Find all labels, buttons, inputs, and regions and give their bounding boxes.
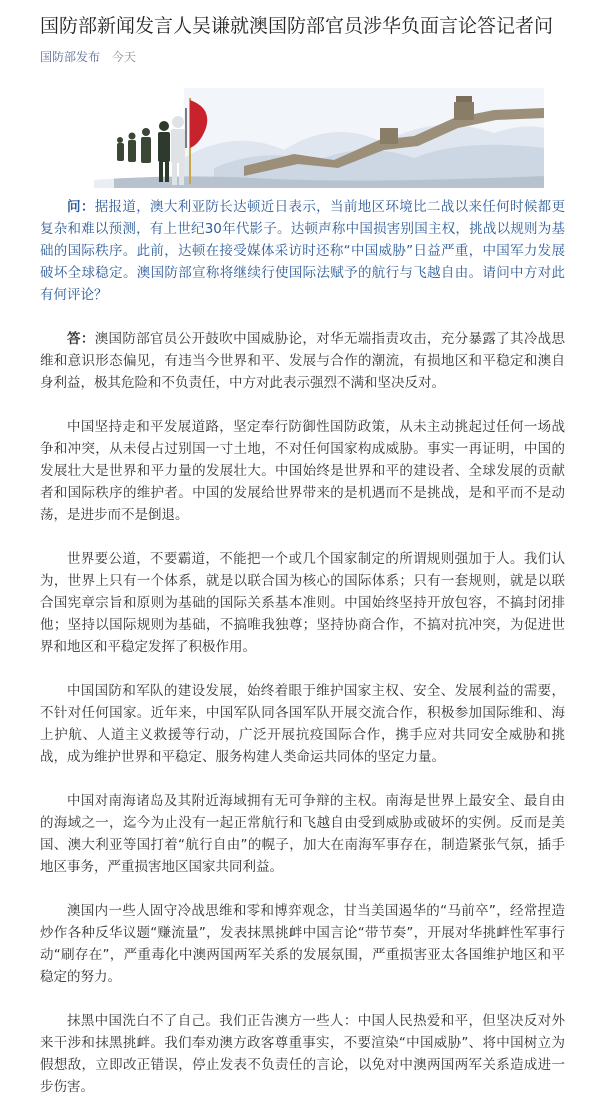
body-paragraph: 抹黑中国洗白不了自己。我们正告澳方一些人：中国人民热爱和平，但坚决反对外来干涉和抹黑挑衅。我们奉劝澳方政客尊重事实，不要渲染“中国威胁”、将中国树立为假想敌，立即改正错误，停止发表不负责任的言论，以免对中澳两国两军关系造成进一步伤害。	[40, 1013, 565, 1095]
article-meta	[40, 48, 565, 66]
body-paragraph: 澳国内一些人固守冷战思维和零和博弈观念，甘当美国遏华的“马前卒”，经常捏造炒作各种反华议题“赚流量”，发表抹黑挑衅中国言论“带节奏”，开展对华挑衅性军事行动“刷存在”，严重毒化中澳两国两军关系的发展氛围，严重损害亚太各国维护地区和平稳定的努力。	[40, 903, 565, 985]
question-paragraph	[40, 196, 565, 306]
article-title: 国防部新闻发言人吴谦就澳国防部官员涉华负面言论答记者问	[40, 15, 554, 37]
banner-image	[94, 88, 544, 188]
body-paragraph: 中国国防和军队的建设发展，始终着眼于维护国家主权、安全、发展利益的需要，不针对任何国家。近年来，中国军队同各国军队开展交流合作，积极参加国际维和、海上护航、人道主义救援等行动，广泛开展抗疫国际合作，携手应对共同安全威胁和挑战，成为维护世界和平稳定、服务构建人类命运共同体的坚定力量。	[40, 683, 565, 765]
answer-text: 澳国防部官员公开鼓吹中国威胁论，对华无端指责攻击，充分暴露了其冷战思维和意识形态偏见，有违当今世界和平、发展与合作的潮流，有损地区和平稳定和澳自身利益，极其危险和不负责任，中方对此表示强烈不满和坚决反对。	[40, 331, 566, 391]
answer-paragraph	[40, 328, 565, 394]
question-label: 问：	[67, 199, 95, 215]
body-paragraph: 世界要公道，不要霸道，不能把一个或几个国家制定的所谓规则强加于人。我们认为，世界上只有一个体系，就是以联合国为核心的国际体系；只有一套规则，就是以联合国宪章宗旨和原则为基础的国际关系基本准则。中国始终坚持开放包容，不搞封闭排他；坚持以国际规则为基础，不搞唯我独尊；坚持协商合作，不搞对抗冲突，为促进世界和地区和平稳定发挥了积极作用。	[40, 551, 565, 655]
publish-time: 今天	[111, 50, 136, 64]
source-link[interactable]: 国防部发布	[40, 50, 101, 64]
question-text: 据报道，澳大利亚防长达顿近日表示，当前地区环境比二战以来任何时候都更复杂和难以预测，有上世纪30年代影子。达顿声称中国损害别国主权，挑战以规则为基础的国际秩序。此前，达顿在接受媒体采访时还称“中国威胁”日益严重，中国军力发展破坏全球稳定。澳国防部宣称将继续行使国际法赋予的航行与飞越自由。请问中方对此有何评论？	[40, 199, 566, 303]
great-wall-honor-guard-illustration	[94, 88, 544, 188]
body-paragraph: 中国对南海诸岛及其附近海域拥有无可争辩的主权。南海是世界上最安全、最自由的海域之一，迄今为止没有一起正常航行和飞越自由受到威胁或破坏的实例。反而是美国、澳大利亚等国打着“航行自由”的幌子，加大在南海军事存在，制造紧张气氛，插手地区事务，严重损害地区国家共同利益。	[40, 793, 565, 875]
body-paragraph: 中国坚持走和平发展道路，坚定奉行防御性国防政策，从未主动挑起过任何一场战争和冲突，从未侵占过别国一寸土地，不对任何国家构成威胁。事实一再证明，中国的发展壮大是世界和平力量的发展壮大。中国始终是世界和平的建设者、全球发展的贡献者和国际秩序的维护者。中国的发展给世界带来的是机遇而不是挑战，是和平而不是动荡，是进步而不是倒退。	[40, 419, 565, 523]
answer-label: 答：	[67, 331, 95, 347]
